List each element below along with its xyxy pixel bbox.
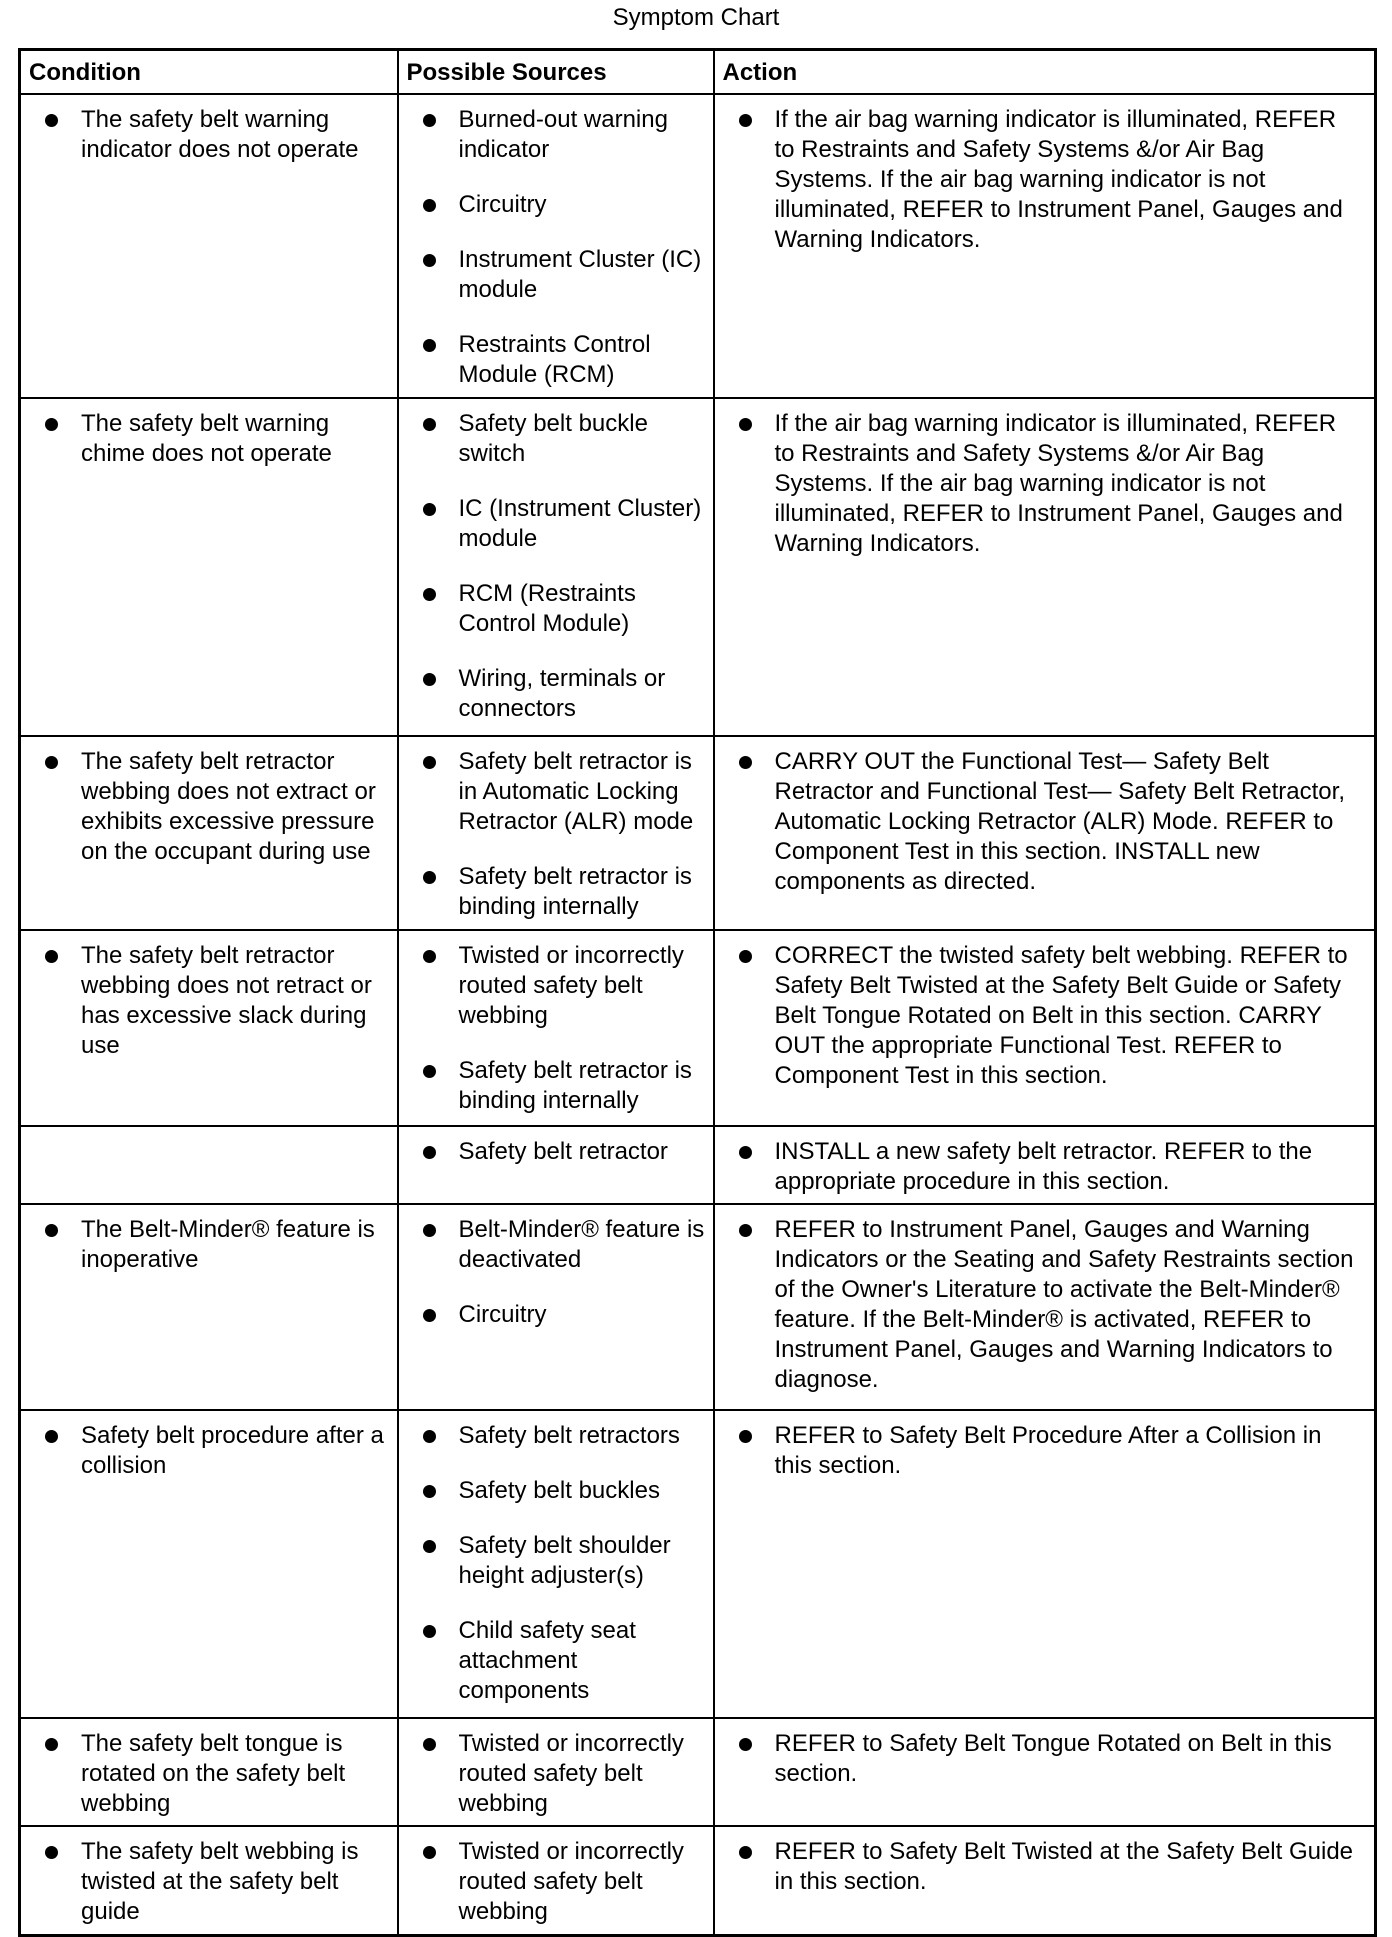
possible-sources-cell <box>398 1126 714 1204</box>
action-cell <box>714 930 1376 1126</box>
possible-source-item: Burned-out warning indicator <box>407 105 705 165</box>
action-item: If the air bag warning indicator is illuminated, REFER to Restraints and Safety Systems &/or Air Bag Systems. If the air bag warning indicator is not illuminated, REFER to Instrument Panel, Gauges and Warning Indicators. <box>723 105 1367 255</box>
condition-item-list <box>21 1719 397 1823</box>
condition-cell <box>20 94 398 398</box>
condition-cell <box>20 1718 398 1826</box>
table-row <box>20 1826 1376 1936</box>
possible-source-item-list <box>399 737 713 926</box>
condition-item-list <box>21 95 397 169</box>
condition-cell <box>20 930 398 1126</box>
possible-source-item: Instrument Cluster (IC) module <box>407 245 705 305</box>
possible-sources-cell <box>398 94 714 398</box>
action-item-list <box>715 1205 1375 1399</box>
condition-cell <box>20 398 398 736</box>
possible-sources-cell <box>398 736 714 930</box>
action-cell <box>714 1826 1376 1936</box>
action-item-list <box>715 1411 1375 1485</box>
possible-source-item: Safety belt buckles <box>407 1476 705 1506</box>
header-action: Action <box>714 50 1376 94</box>
possible-sources-cell <box>398 398 714 736</box>
possible-source-item: Safety belt retractor is binding internally <box>407 862 705 922</box>
possible-source-item: Safety belt retractor <box>407 1137 705 1167</box>
table-row <box>20 398 1376 736</box>
action-item: CARRY OUT the Functional Test— Safety Belt Retractor and Functional Test— Safety Belt Retractor, Automatic Locking Retractor (ALR) Mode. REFER to Component Test in this section. INSTALL new components as directed. <box>723 747 1367 897</box>
action-item-list <box>715 1827 1375 1901</box>
action-item-list <box>715 1719 1375 1793</box>
action-item-list <box>715 931 1375 1095</box>
possible-source-item: Safety belt retractor is binding internally <box>407 1056 705 1116</box>
possible-sources-cell <box>398 1204 714 1410</box>
possible-source-item: Safety belt retractor is in Automatic Locking Retractor (ALR) mode <box>407 747 705 837</box>
possible-sources-cell <box>398 930 714 1126</box>
condition-item: The safety belt warning indicator does not operate <box>29 105 389 165</box>
possible-source-item: Circuitry <box>407 190 705 220</box>
possible-source-item: Twisted or incorrectly routed safety belt webbing <box>407 941 705 1031</box>
action-cell <box>714 1204 1376 1410</box>
table-row <box>20 930 1376 1126</box>
table-row <box>20 94 1376 398</box>
action-item-list <box>715 737 1375 901</box>
possible-source-item: Twisted or incorrectly routed safety belt webbing <box>407 1837 705 1927</box>
possible-sources-cell <box>398 1826 714 1936</box>
action-cell <box>714 398 1376 736</box>
condition-item: The safety belt retractor webbing does not extract or exhibits excessive pressure on the occupant during use <box>29 747 389 867</box>
action-cell <box>714 94 1376 398</box>
action-item: INSTALL a new safety belt retractor. REFER to the appropriate procedure in this section. <box>723 1137 1367 1197</box>
possible-source-item-list <box>399 1205 713 1334</box>
action-item: REFER to Safety Belt Procedure After a Collision in this section. <box>723 1421 1367 1481</box>
condition-item-list <box>21 399 397 473</box>
possible-source-item-list <box>399 1127 713 1171</box>
possible-sources-cell <box>398 1410 714 1718</box>
condition-item-list <box>21 1827 397 1931</box>
action-cell <box>714 1718 1376 1826</box>
action-cell <box>714 1126 1376 1204</box>
condition-cell <box>20 1204 398 1410</box>
possible-source-item-list <box>399 1827 713 1931</box>
condition-cell <box>20 736 398 930</box>
action-item: REFER to Instrument Panel, Gauges and Warning Indicators or the Seating and Safety Restraints section of the Owner's Literature to activate the Belt-Minder® feature. If the Belt-Minder® is activated, REFER to Instrument Panel, Gauges and Warning Indicators to diagnose. <box>723 1215 1367 1395</box>
condition-item: The safety belt warning chime does not operate <box>29 409 389 469</box>
table-row <box>20 1126 1376 1204</box>
header-condition: Condition <box>20 50 398 94</box>
possible-source-item: Twisted or incorrectly routed safety belt webbing <box>407 1729 705 1819</box>
possible-source-item: IC (Instrument Cluster) module <box>407 494 705 554</box>
symptom-table <box>18 48 1377 1937</box>
condition-cell <box>20 1410 398 1718</box>
condition-item: Safety belt procedure after a collision <box>29 1421 389 1481</box>
possible-source-item: Safety belt retractors <box>407 1421 705 1451</box>
action-item: REFER to Safety Belt Twisted at the Safety Belt Guide in this section. <box>723 1837 1367 1897</box>
possible-sources-cell <box>398 1718 714 1826</box>
possible-source-item-list <box>399 931 713 1120</box>
condition-cell <box>20 1126 398 1204</box>
table-row <box>20 1718 1376 1826</box>
header-possible-sources: Possible Sources <box>398 50 714 94</box>
action-item: If the air bag warning indicator is illuminated, REFER to Restraints and Safety Systems &/or Air Bag Systems. If the air bag warning indicator is not illuminated, REFER to Instrument Panel, Gauges and Warning Indicators. <box>723 409 1367 559</box>
action-item: REFER to Safety Belt Tongue Rotated on Belt in this section. <box>723 1729 1367 1789</box>
possible-source-item: Wiring, terminals or connectors <box>407 664 705 724</box>
possible-source-item: Safety belt shoulder height adjuster(s) <box>407 1531 705 1591</box>
condition-item: The safety belt tongue is rotated on the safety belt webbing <box>29 1729 389 1819</box>
action-item-list <box>715 1127 1375 1201</box>
condition-item: The safety belt webbing is twisted at the safety belt guide <box>29 1837 389 1927</box>
possible-source-item: Circuitry <box>407 1300 705 1330</box>
condition-item-list <box>21 1205 397 1279</box>
possible-source-item-list <box>399 399 713 728</box>
action-cell <box>714 1410 1376 1718</box>
table-row <box>20 1410 1376 1718</box>
condition-item-list <box>21 931 397 1065</box>
table-row <box>20 736 1376 930</box>
action-item: CORRECT the twisted safety belt webbing. REFER to Safety Belt Twisted at the Safety Belt Guide or Safety Belt Tongue Rotated on Belt in this section. CARRY OUT the appropriate Functional Test. REFER to Component Test in this section. <box>723 941 1367 1091</box>
table-header-row <box>20 50 1376 94</box>
action-cell <box>714 736 1376 930</box>
possible-source-item-list <box>399 1411 713 1710</box>
condition-item: The Belt-Minder® feature is inoperative <box>29 1215 389 1275</box>
condition-item-list <box>21 1411 397 1485</box>
condition-cell <box>20 1826 398 1936</box>
possible-source-item-list <box>399 1719 713 1823</box>
possible-source-item-list <box>399 95 713 394</box>
condition-item: The safety belt retractor webbing does not retract or has excessive slack during use <box>29 941 389 1061</box>
page-title: Symptom Chart <box>612 4 780 31</box>
table-row <box>20 1204 1376 1410</box>
condition-item-list <box>21 737 397 871</box>
possible-source-item: RCM (Restraints Control Module) <box>407 579 705 639</box>
possible-source-item: Restraints Control Module (RCM) <box>407 330 705 390</box>
action-item-list <box>715 95 1375 259</box>
possible-source-item: Child safety seat attachment components <box>407 1616 705 1706</box>
table-body <box>20 94 1376 1936</box>
action-item-list <box>715 399 1375 563</box>
possible-source-item: Safety belt buckle switch <box>407 409 705 469</box>
possible-source-item: Belt-Minder® feature is deactivated <box>407 1215 705 1275</box>
